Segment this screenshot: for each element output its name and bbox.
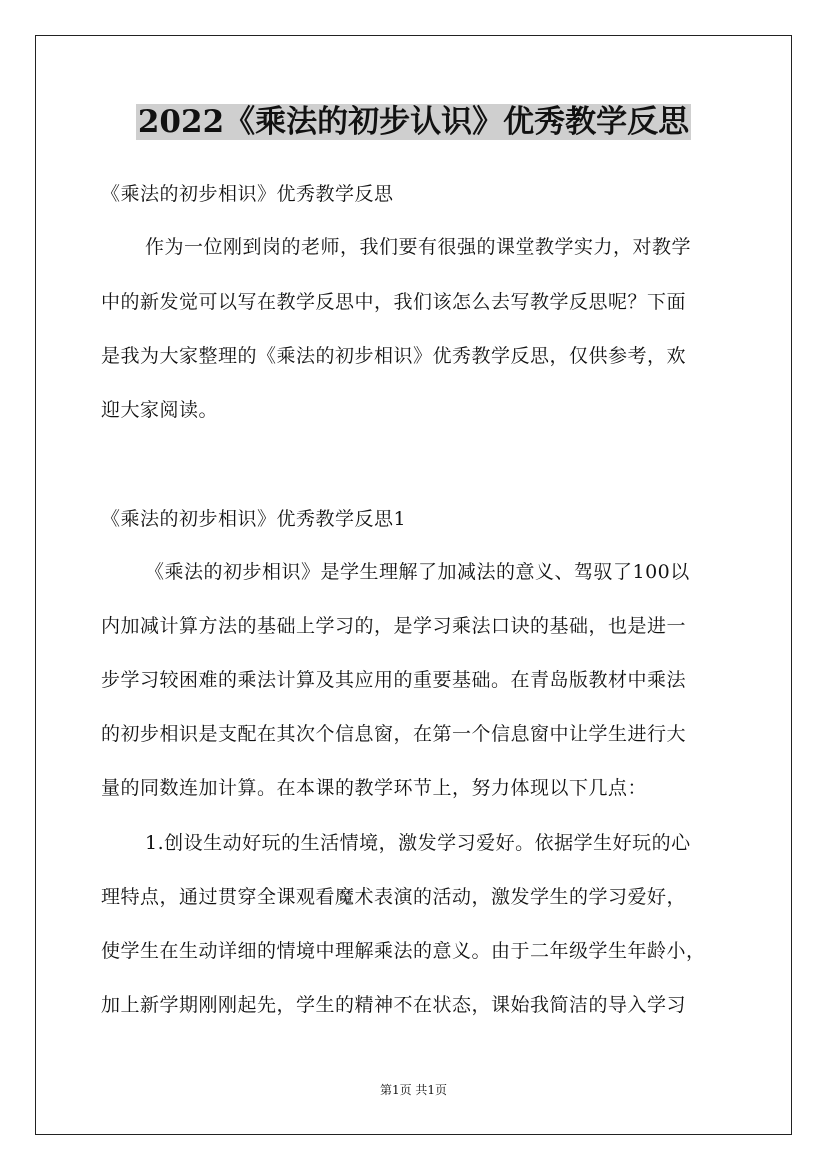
section-line: 量的同数连加计算。在本课的教学环节上，努力体现以下几点： (101, 777, 648, 799)
section-line: 《乘法的初步相识》是学生理解了加减法的意义、驾驭了100以 (145, 561, 690, 583)
point-line: 使学生在生动详细的情境中理解乘法的意义。由于二年级学生年龄小， (101, 940, 706, 962)
point-line: 加上新学期刚刚起先，学生的精神不在状态，课始我简洁的导入学习 (101, 994, 687, 1016)
intro-line: 中的新发觉可以写在教学反思中，我们该怎么去写教学反思呢？下面 (101, 291, 687, 313)
subtitle: 《乘法的初步相识》优秀教学反思 (101, 183, 394, 205)
document-title: 2022《乘法的初步认识》优秀教学反思 (137, 104, 690, 140)
section-line: 的初步相识是支配在其次个信息窗，在第一个信息窗中让学生进行大 (101, 723, 687, 745)
intro-line: 是我为大家整理的《乘法的初步相识》优秀教学反思，仅供参考，欢 (101, 345, 687, 367)
intro-line: 迎大家阅读。 (101, 399, 219, 421)
page-footer: 第1页 共1页 (379, 1083, 448, 1097)
section-line: 步学习较困难的乘法计算及其应用的重要基础。在青岛版教材中乘法 (101, 669, 687, 691)
point-line: 理特点，通过贯穿全课观看魔术表演的活动，激发学生的学习爱好， (101, 886, 687, 908)
point-line: 1.创设生动好玩的生活情境，激发学习爱好。依据学生好玩的心 (145, 832, 691, 854)
section-line: 内加减计算方法的基础上学习的，是学习乘法口诀的基础，也是进一 (101, 615, 687, 637)
intro-line: 作为一位刚到岗的老师，我们要有很强的课堂教学实力，对教学 (145, 236, 692, 258)
section-heading: 《乘法的初步相识》优秀教学反思1 (101, 508, 407, 530)
